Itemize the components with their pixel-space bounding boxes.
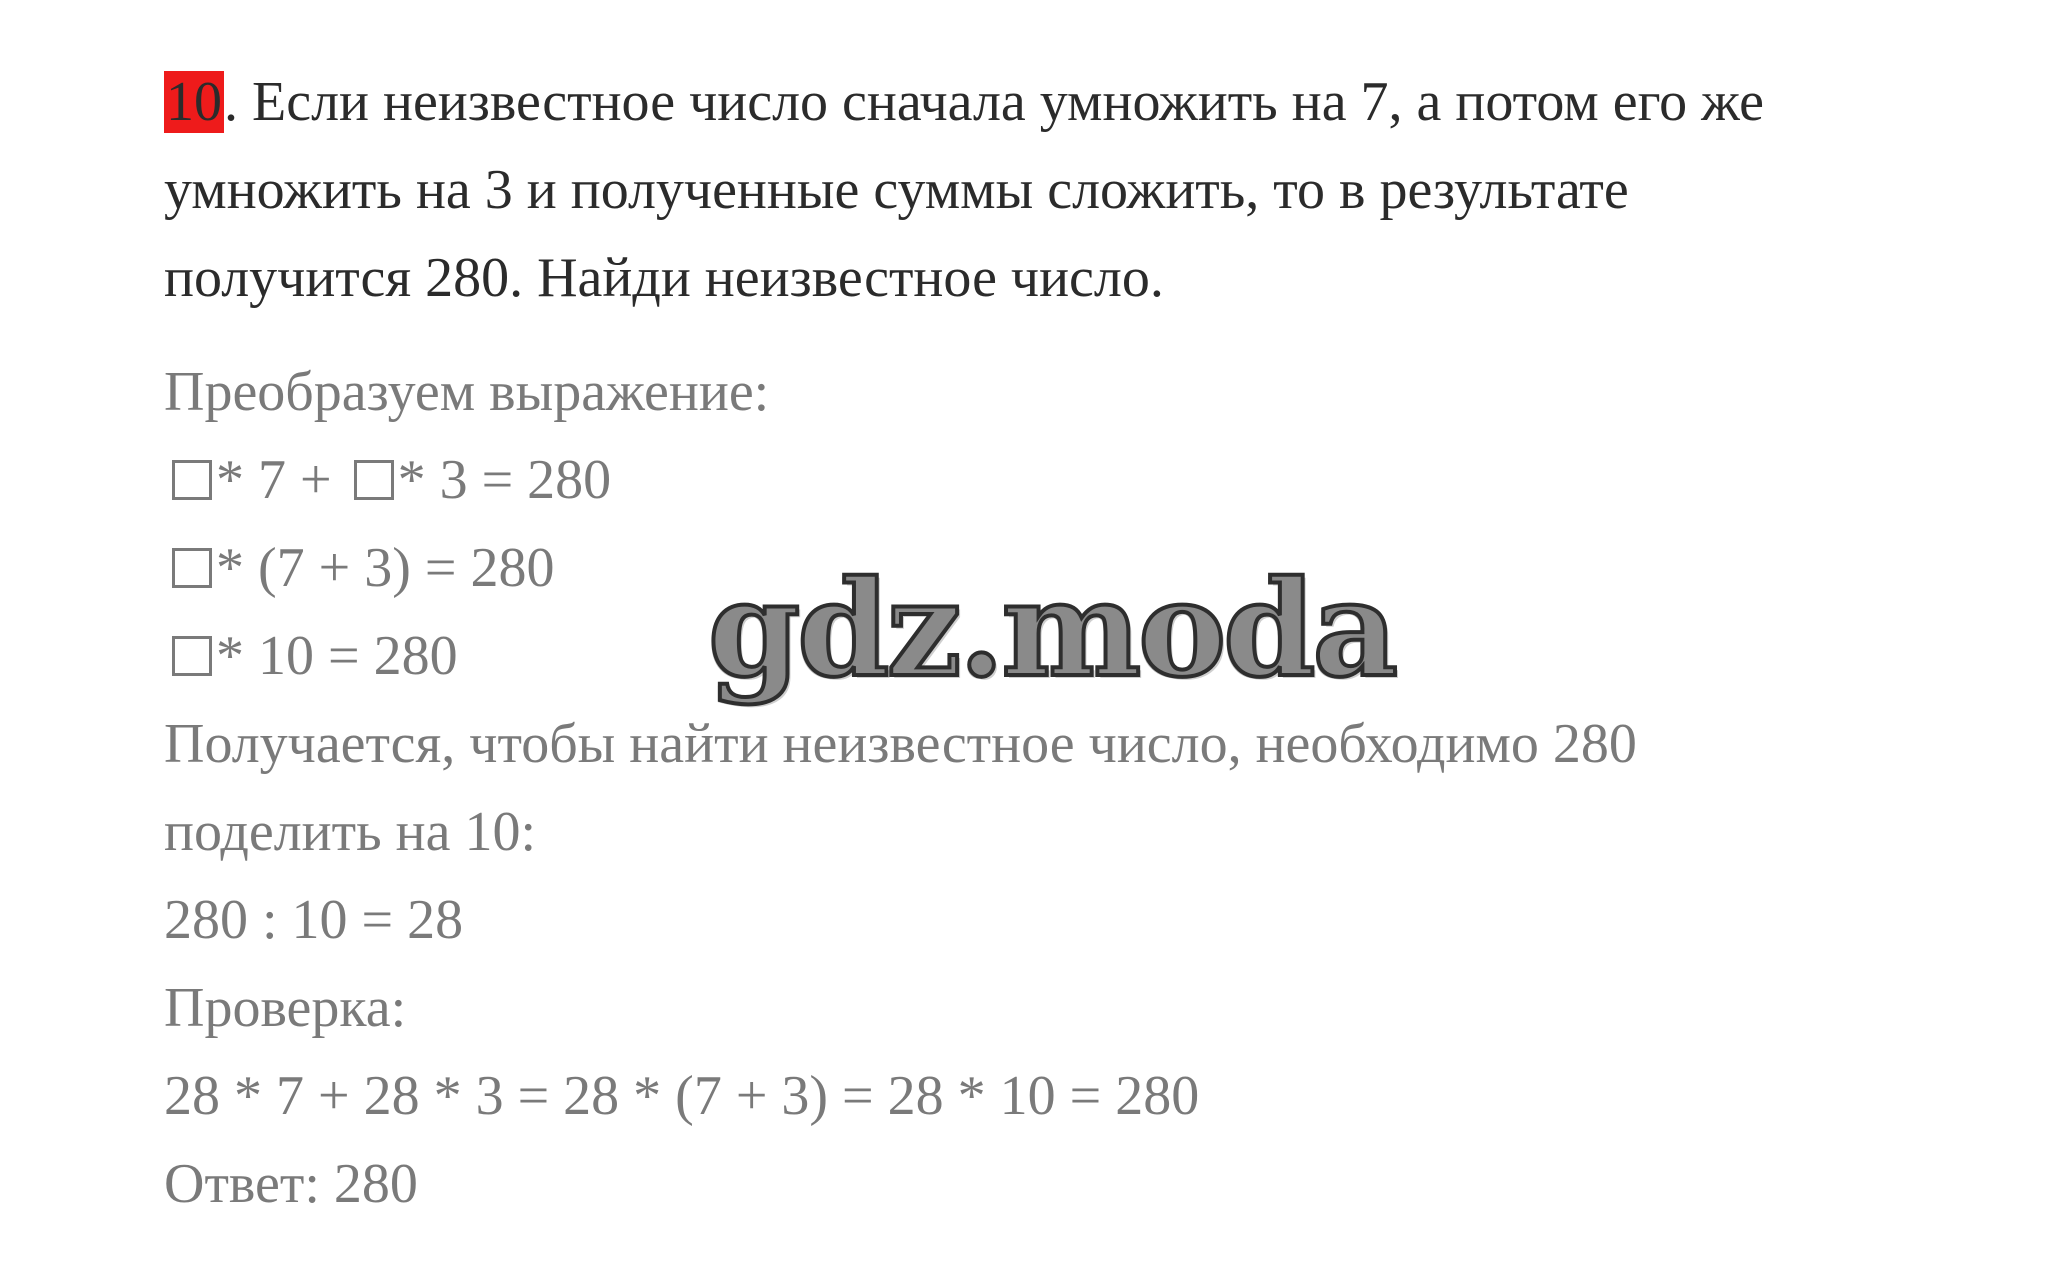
check-equation: 28 * 7 + 28 * 3 = 28 * (7 + 3) = 28 * 10 = 280 <box>164 1065 1200 1127</box>
problem-line-1 <box>164 58 1884 146</box>
explanation-line-1: Получается, чтобы найти неизвестное число, необходимо 280 <box>164 713 1637 775</box>
check-label: Проверка: <box>164 977 407 1039</box>
unknown-box-icon <box>172 548 212 588</box>
watermark-logo: gdz.moda <box>708 552 1396 707</box>
problem-text-1: . Если неизвестное число сначала умножить на 7, а потом его же <box>224 71 1764 133</box>
division-equation: 280 : 10 = 28 <box>164 889 464 951</box>
answer: Ответ: 280 <box>164 1153 418 1215</box>
equation-2-text: * (7 + 3) = 280 <box>216 537 555 599</box>
unknown-box-icon <box>354 460 394 500</box>
problem-line-2: умножить на 3 и полученные суммы сложить, то в результате <box>164 159 1629 221</box>
equation-3-text: * 10 = 280 <box>216 625 458 687</box>
solution-block <box>164 348 1904 1228</box>
unknown-box-icon <box>172 636 212 676</box>
problem-line-3: получится 280. Найди неизвестное число. <box>164 247 1164 309</box>
unknown-box-icon <box>172 460 212 500</box>
problem-number: 10 <box>166 71 222 133</box>
equation-1 <box>164 436 1904 524</box>
problem-statement <box>164 58 1884 322</box>
explanation-line-2: поделить на 10: <box>164 801 537 863</box>
equation-1-part-2: * 3 = 280 <box>397 449 612 511</box>
equation-1-part-1: * 7 + <box>216 449 332 511</box>
solution-intro: Преобразуем выражение: <box>164 361 770 423</box>
